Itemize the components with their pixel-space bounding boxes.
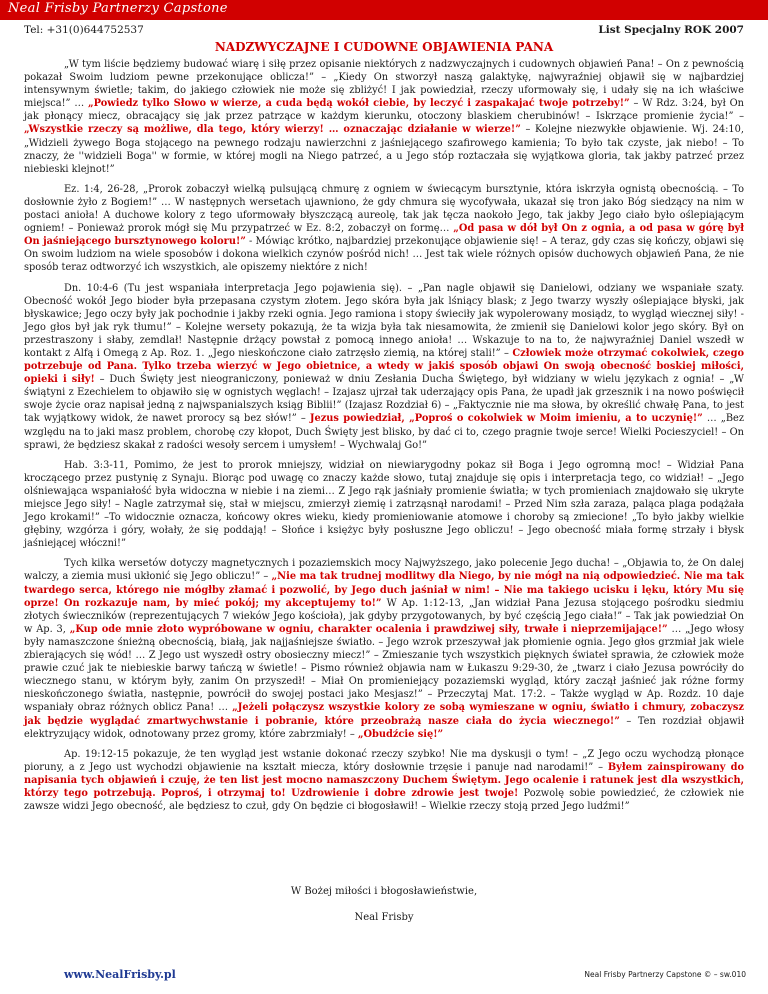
body-text: „W tym liście będziemy budować wiarę i siłę przez opisanie niektórych z nadzwyczajnych i cudownych objawień Pana! – On z pewnością pokazał Swoim ludziom pewne przekonujące oblicza!” – „Kiedy On stworzył naszą galaktykę, najwyraźniej objawił się w najbardziej intensywnym świetle; takim, do jakiego człowiek nie może się zbliżyć! I jak powiedział, rzeczy uformowały się, i udały się na ich właściwe miejsca!” … [24, 59, 744, 110]
body-text: – Ten rozdział objawił elektryzujący widok, odnotowany przez gromy, które zabrzmiały! – [24, 715, 744, 740]
footer-copyright: Neal Frisby Partnerzy Capstone © – sw.010 [584, 970, 746, 979]
body-text: Ap. 19:12-15 pokazuje, że ten wygląd jest wstanie dokonać rzeczy szybko! Nie ma dyskusji o tym! – „Z Jego oczu wychodzą płonące pioruny, a z Jego ust wychodzi objawienie na kształt miecza, który dosłownie trzęsie i panuje nad narodami!” – [24, 748, 744, 773]
paragraph [24, 748, 744, 813]
emphasis-text: „Kup ode mnie złoto wypróbowane w ogniu, charakter ocalenia i prawdziwej siły, trwałe i nieprzemijające!” [69, 623, 668, 635]
body-text: - Mówiąc krótko, najbardziej przekonujące objawienie się! – A teraz, gdy czas się kończy, objawi się On swoim ludziom na wiele sposobów i dokona wielkich czynów pośród nich! … Jest tak wiele różnych opisów duchowych objawień Pana, że nie sposób teraz odtworzyć ich wszystkich, ale opiszemy niektóre z nich! [24, 236, 744, 274]
paragraph [24, 282, 744, 452]
paragraph [24, 58, 744, 176]
header-banner [0, 0, 768, 20]
paragraph [24, 557, 744, 740]
body-text: Dn. 10:4-6 (Tu jest wspaniała interpretacja Jego pojawienia się). – „Pan nagle objawił się Danielowi, odziany we wspaniałe szaty. Obecność wokół Jego bioder była przepasana czystym złotem. Jego skóra była jak lśniący blask; z Jego twarzy wyszły oślepiające błyski, jak błyskawice; Jego oczy były jak pochodnie i jakby rzeki ognia. Jego ramiona i stopy świeciły jak wypolerowany mosiądz, to wygląd wiecznej siły! - Jego głos był jak ryk tłumu!” – Kolejne wersety pokazują, że ta wizja była tak niesamowita, że zmienił się Danielowi kolor jego skóry. Był on przestraszony i słaby, zemdlał! Następnie drżący powstał z pomocą innego anioła! … Wskazuje to na to, że najwyraźniej Daniel wszedł w kontakt z Alfą i Omegą z Ap. Roz. 1. „Jego nieskończone ciało zatrzęsło ziemią, na której stali!” – [24, 282, 744, 359]
letter-body [24, 58, 744, 820]
closing-greeting: W Bożej miłości i błogosławieństwie, [290, 886, 478, 897]
paragraph [24, 183, 744, 275]
issue-label: List Specjalny ROK 2007 [598, 24, 744, 36]
paragraph [24, 459, 744, 551]
banner-title: Neal Frisby Partnerzy Capstone [8, 1, 228, 16]
emphasis-text: Jezus powiedział, „Poproś o cokolwiek w Moim imieniu, a to uczynię!” [309, 413, 703, 425]
body-text: – W Rdz. 3:24, był On jak płonący miecz, obracający się jak przez patrzące w każdym kierunku, otoczony blaskiem cherubinów! – Iskrzące promienie życia!” – [24, 98, 744, 123]
emphasis-text: Byłem zainspirowany do napisania tych objawień i czuję, że ten list jest mocno namaszczony Duchem Świętym. Jego ocalenie i ratunek jest dla wszystkich, którzy tego potrzebują. Poproś, i otrzymaj to! Uzdrowienie i dobre zdrowie jest twoje! [24, 761, 744, 799]
body-text: … „Jego włosy były namaszczone śnieżną obecnością, białą, jak najjaśniejsze światło. – Jego wzrok przeszywał jak płomienie ognia. Jego głos grzmiał jak wiele zbierających się wód! … Z Jego ust wyszedł ostry obosieczny miecz!” – Zmieszanie tych wszystkich pięknych świateł sprawia, że człowiek może prawie czuć jak te niebieskie barwy tańczą w świetle! – Pismo również objawia nam w Łukaszu 9:29-30, że „twarz i ciało Jezusa powróciły do wiecznego stanu, w którym były, zanim On przyszedł! – Miał On promieniejący pozaziemski wygląd, który zaczął jaśnieć jak różne formy nieskończonego światła, następnie, powrócił do swojej postaci jako Mesjasz!” – Przeczytaj Mat. 17:2. – Także wygląd w Ap. Rozdz. 10 daje wspaniały obraz różnych oblicz Pana! … [24, 623, 744, 714]
letter-title: NADZWYCZAJNE I CUDOWNE OBJAWIENIA PANA [214, 40, 554, 54]
emphasis-text: „Powiedz tylko Słowo w wierze, a cuda będą wokół ciebie, by leczyć i zaspakajać twoje potrzeby!” [88, 98, 630, 110]
signature: Neal Frisby [354, 912, 414, 923]
emphasis-text: „Nie ma tak trudnej modlitwy dla Niego, by nie mógł na nią odpowiedzieć. Nie ma tak twardego serca, którego nie mógłby złamać i pozwolić, by Jego duch jaśniał w nim! – Nie ma takiego ucisku i lęku, który Mu się oprze! On rozkazuje nam, by mieć pokój; my akceptujemy to!” [24, 571, 744, 609]
phone-number: Tel: +31(0)644752537 [24, 24, 144, 36]
emphasis-text: Człowiek może otrzymać cokolwiek, czego potrzebuje od Pana. Tylko trzeba wierzyć w Jego obietnice, a wtedy w jakiś sposób objawi On swoją obecność boskiej miłości, opieki i siły! [24, 347, 744, 386]
website-link[interactable]: www.NealFrisby.pl [64, 968, 176, 981]
emphasis-text: „Od pasa w dół był On z ognia, a od pasa w górę był On jaśniejącego bursztynowego koloru!” [24, 223, 745, 248]
body-text: – Kolejne niezwykłe objawienie. Wj. 24:10, „Widzieli żywego Boga stojącego na pewnego rodzaju nawierzchni z jaśniejącego szafirowego kamienia; To było tak czyste, jak niebo! – To znaczy, że ''widzieli Boga'' w formie, w której mogli na Niego patrzeć, a u Jego stóp roztaczała się wyjątkowa gloria, tak jakby patrzeć przez niebieski klejnot!” [24, 124, 744, 175]
body-text: W Ap. 1:12-13, „Jan widział Pana Jezusa stojącego pośrodku siedmiu złotych świeczników (reprezentujących 7 wieków Jego kościoła), jak gdyby przygotowanych, by być częścią Jego ciała!” – Tak jak powiedział On w Ap. 3, [24, 597, 744, 635]
body-text: – Duch Święty jest nieograniczony, ponieważ w dniu Zesłania Ducha Świętego, był widziany w wielu językach z ognia! – „W świątyni z Ezechielem to objawiło się w ognistych węglach! – Izajasz ujrzał tak uderzający opis Pana, że upadł jak grzesznik i na nowo poświęcił swoje życie oraz napisał jedną z najwspanialszych ksiąg Biblii!” (Izajasz Rozdział 6) – „Faktycznie nie ma słowa, by określić chwałę Pana, to jest tak wyjątkowy widok, że nawet prorocy są bez słów!” – [24, 374, 744, 425]
body-text: Ez. 1:4, 26-28, „Prorok zobaczył wielką pulsującą chmurę z ogniem w świecącym bursztynie, która iskrzyła ognistą obecnością. – To dosłownie żyło z Bogiem!” … W następnych wersetach ujawniono, że gdy chmura się wycofywała, ukazał się tron jako Bóg siedzący na nim w postaci anioła! A duchowe kolory z tego uformowały błyszczącą aureolę, tak jak tęcza naokoło Jego, tak jakby Jego ciało było oślepiającym ogniem! – Ponieważ prorok mógł się Mu przypatrzeć w Ez. 8:2, zobaczył on formę… [24, 183, 744, 235]
emphasis-text: „Jeżeli połączysz wszystkie kolory ze sobą wymieszane w ogniu, światło i chmury, zobaczysz jak będzie wyglądać zmartwychwstanie i pobranie, które przeobrażą nasze ciała do życia wiecznego!” [24, 702, 744, 727]
body-text: Pozwolę sobie powiedzieć, że człowiek nie zawsze widzi Jego obecność, ale będziesz to czuł, gdy On będzie ci błogosławił! – Wielkie rzeczy stoją przed Jego ludźmi!” [24, 787, 744, 813]
body-text: Tych kilka wersetów dotyczy magnetycznych i pozaziemskich mocy Najwyższego, jako polecenie Jego ducha! – „Objawia to, że On dalej walczy, a ziemia musi ukłonić się Jego obliczu!” – [24, 558, 744, 583]
body-text: Hab. 3:3-11, Pomimo, że jest to prorok mniejszy, widział on niewiarygodny pokaz sił Boga i Jego ogromną moc! – Widział Pana kroczącego przez pustynię z Synaju. Biorąc pod uwagę co znaczy każde słowo, tutaj znajduje się opis i interpretacja tego, co widział! – „Jego olśniewająca wspaniałość była widoczna w niebie i na ziemi… Z Jego rąk jaśniały promienie światła; w tych promieniach znajdowało się ukryte miejsce Jego siły! – Nagle zatrzymał się, stał w miejscu, zmierzył ziemię i zatrząsnął narodami! – Przed Nim szła zaraza, paląca plaga podążała Jego krokami!” –To widocznie oznacza, końcowy okres wieku, kiedy promieniowanie atomowe i choroby są zmiecione! „To było jakby wielkie głębiny, wzgórza i góry, wołały, że się poddają! – Słońce i księżyc były posłuszne Jego obliczu! – Jego obecność miała formę strzały i błysk jaśniejącej włóczni!” [24, 459, 744, 550]
emphasis-text: „Obudźcie się!” [357, 728, 444, 740]
body-text: … „Bez względu na to jaki masz problem, chorobę czy kłopot, Duch Święty jest blisko, by dać ci to, czego pragnie twoje serce! Wielki Pocieszyciel! – On sprawi, że będziesz skakał z radości wesoły sercem i umysłem! – Wychwalaj Go!” [24, 413, 745, 451]
emphasis-text: „Wszystkie rzeczy są możliwe, dla tego, który wierzy! … oznaczając działanie w wierze!” [24, 124, 521, 136]
